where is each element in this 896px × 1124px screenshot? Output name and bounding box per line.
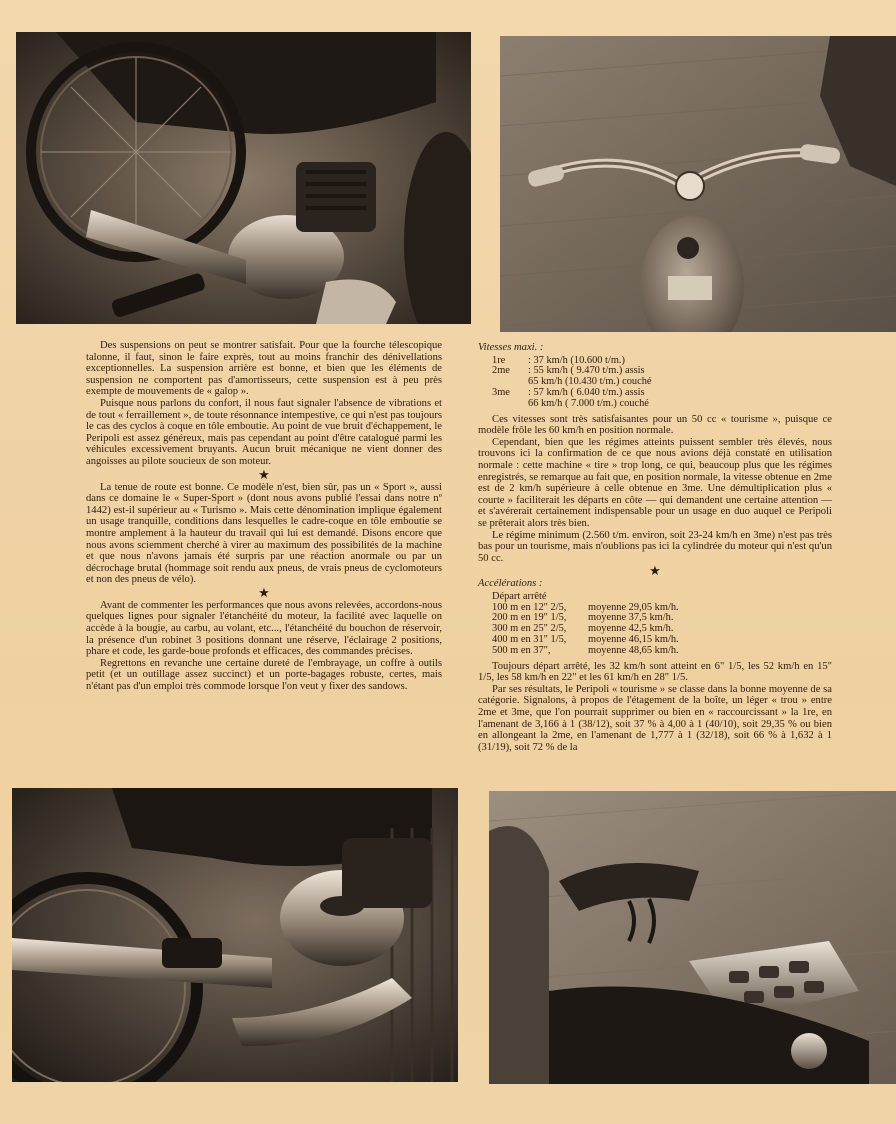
engine-side-photo-art <box>12 788 458 1082</box>
separator-star: ★ <box>258 466 270 482</box>
handlebar-photo-art <box>500 36 896 332</box>
accelerations-title: Accélérations : <box>478 578 543 590</box>
acc-sub: Départ arrêté <box>492 590 547 602</box>
acc-row: 500 m en 37", moyenne 48,65 km/h. <box>492 644 679 656</box>
paragraph-confort: Puisque nous parlons du confort, il nous faut signaler l'absence de vibrations et de tout « ferraillement », de toute résonnance intempestive, ce qui n'est pas toujours le cas des cyclos à coque en tôle emboutie. Au point de vue bruit d'échappement, le Peripoli est assez généreux, mais pas cependant au point d'être catalogué parmi les véhicules excessivement bruyants. Aucun bruit mécanique ne vient donner des angoisses au pilote soucieux de son moteur. <box>86 397 442 467</box>
photo-engine-bottom-left <box>12 788 458 1082</box>
paragraph-regimes: Cependant, bien que les régimes atteints puissent sembler très élevés, nous trouvons ici la confirmation de ce que nous avions déjà constaté en utilisation normale : cette machine « tire » trop long, ce qui, beaucoup plus que les régimes enregistrés, se remarque au fait que, en position normale, la vitesse obtenue en 2me est de 2 km/h supérieure à celle obtenue en 3me. Une démultiplication plus « courte » faciliterait les départs en côte — qui demandent une certaine attention — et s'avérerait certainement indispensable pour un usage en duo auquel ce Peripoli se prêterait alors très bien. <box>478 436 832 529</box>
acc-row: 400 m en 31" 1/5, moyenne 46,15 km/h. <box>492 634 679 646</box>
vitesse-row: 2me : 55 km/h ( 9.470 t/m.) assis <box>492 365 645 377</box>
left-text-column <box>86 340 442 693</box>
photo-engine-top-left <box>16 32 471 324</box>
separator-star: ★ <box>649 563 661 579</box>
vitesse-row: 3me : 57 km/h ( 6.040 t/m.) assis <box>492 386 645 398</box>
paragraph-depart-arrete: Toujours départ arrêté, les 32 km/h sont atteint en 6" 1/5, les 52 km/h en 15" 1/5, les 58 km/h en 22" et les 61 km/h en 28" 1/5. <box>478 660 832 684</box>
acc-row: 100 m en 12" 2/5, moyenne 29,05 km/h. <box>492 601 679 613</box>
accelerations-table <box>492 592 832 657</box>
acc-row: 300 m en 25" 2/5, moyenne 42,5 km/h. <box>492 623 674 635</box>
vitesse-row: 66 km/h ( 7.000 t/m.) couché <box>528 397 649 409</box>
vitesses-table <box>492 356 832 410</box>
paragraph-regrets: Regrettons en revanche une certaine dureté de l'embrayage, un coffre à outils petit (et un outillage assez succinct) et un porte-bagages robuste, certes, mais n'étant pas d'un emploi très commode lorsque l'on veut y fixer des sandows. <box>86 657 442 693</box>
paragraph-etancheite: Avant de commenter les performances que nous avons relevées, accordons-nous quelques lignes pour signaler l'étanchéité du moteur, la facilité avec laquelle on accède à la bougie, au carbu, au volant, etc..., l'étanchéité du bouchon de réservoir, la présence d'un robinet 3 positions donnant une réserve, l'éclairage 2 positions, phare et code, les garde-boue profonds et efficaces, des commandes précises. <box>86 599 442 658</box>
right-text-column <box>478 342 832 753</box>
seat-photo-art <box>489 791 896 1084</box>
paragraph-regime-minimum: Le régime minimum (2.560 t/m. environ, soit 23-24 km/h en 3me) n'est pas très bas pour un tourisme, mais n'oublions pas ici la cylindrée du moteur qui n'est qu'un 50 cc. <box>478 529 832 564</box>
photo-seat-bottom-right <box>489 791 896 1084</box>
paragraph-tenue-de-route: La tenue de route est bonne. Ce modèle n'est, bien sûr, pas un « Sport », aussi dans ce domaine le « Super-Sport » (dont nous avons publié l'essai dans notre nº 1442) est-il supérieur au « Turismo ». Mais cette dénomination implique également un usage tranquille, conditions dans lesquelles le cadre-coque en tôle emboutie se montre amplement à la hauteur du travail qui lui est demandé. Disons encore que nous avons sciemment cherché à virer au maximum des possibilités de la machine et que nous n'avons jamais été surpris par une réaction anormale ou par un décrochage brutal (hommage soit rendu aux pneus, de vrais pneus de cyclomoteurs et non des pneus de vélo). <box>86 481 442 586</box>
vitesses-title: Vitesses maxi. : <box>478 342 544 353</box>
engine-photo-art <box>16 32 471 324</box>
paragraph-suspensions: Des suspensions on peut se montrer satisfait. Pour que la fourche télescopique talonne, il faut, sinon le faire exprès, tout au moins franchir des dénivellations exceptionnelles. La suspension arrière est bonne, et bien que les éléments de suspension ne comportent pas d'amortisseurs, cette suspension est à peu près exempte de mouvements de « galop ». <box>86 340 442 398</box>
acc-row: 200 m en 19" 1/5, moyenne 37,5 km/h. <box>492 612 674 624</box>
vitesse-row: 1re : 37 km/h (10.600 t/m.) <box>492 354 625 366</box>
separator-star: ★ <box>258 584 270 600</box>
paragraph-vitesses: Ces vitesses sont très satisfaisantes pour un 50 cc « tourisme », puisque ce modèle frôle les 60 km/h en position normale. <box>478 413 832 437</box>
paragraph-resultats: Par ses résultats, le Peripoli « tourisme » se classe dans la bonne moyenne de sa catégorie. Signalons, à propos de l'étagement de la boîte, un léger « trou » entre 2me et 3me, que l'on pourrait supprimer ou bien en « raccourcissant » la 1re, en l'amenant de 3,166 à 1 (38/12), soit 37 % à 4,00 à 1 (40/10), soit 29,35 % ou bien en allongeant la 2me, en l'amenant de 1,777 à 1 (32/18), soit 66 % à 1,632 à 1 (31/19), soit 72 % de la <box>478 683 832 753</box>
photo-handlebar-top-right <box>500 36 896 332</box>
vitesse-row: 65 km/h (10.430 t/m.) couché <box>528 376 652 388</box>
